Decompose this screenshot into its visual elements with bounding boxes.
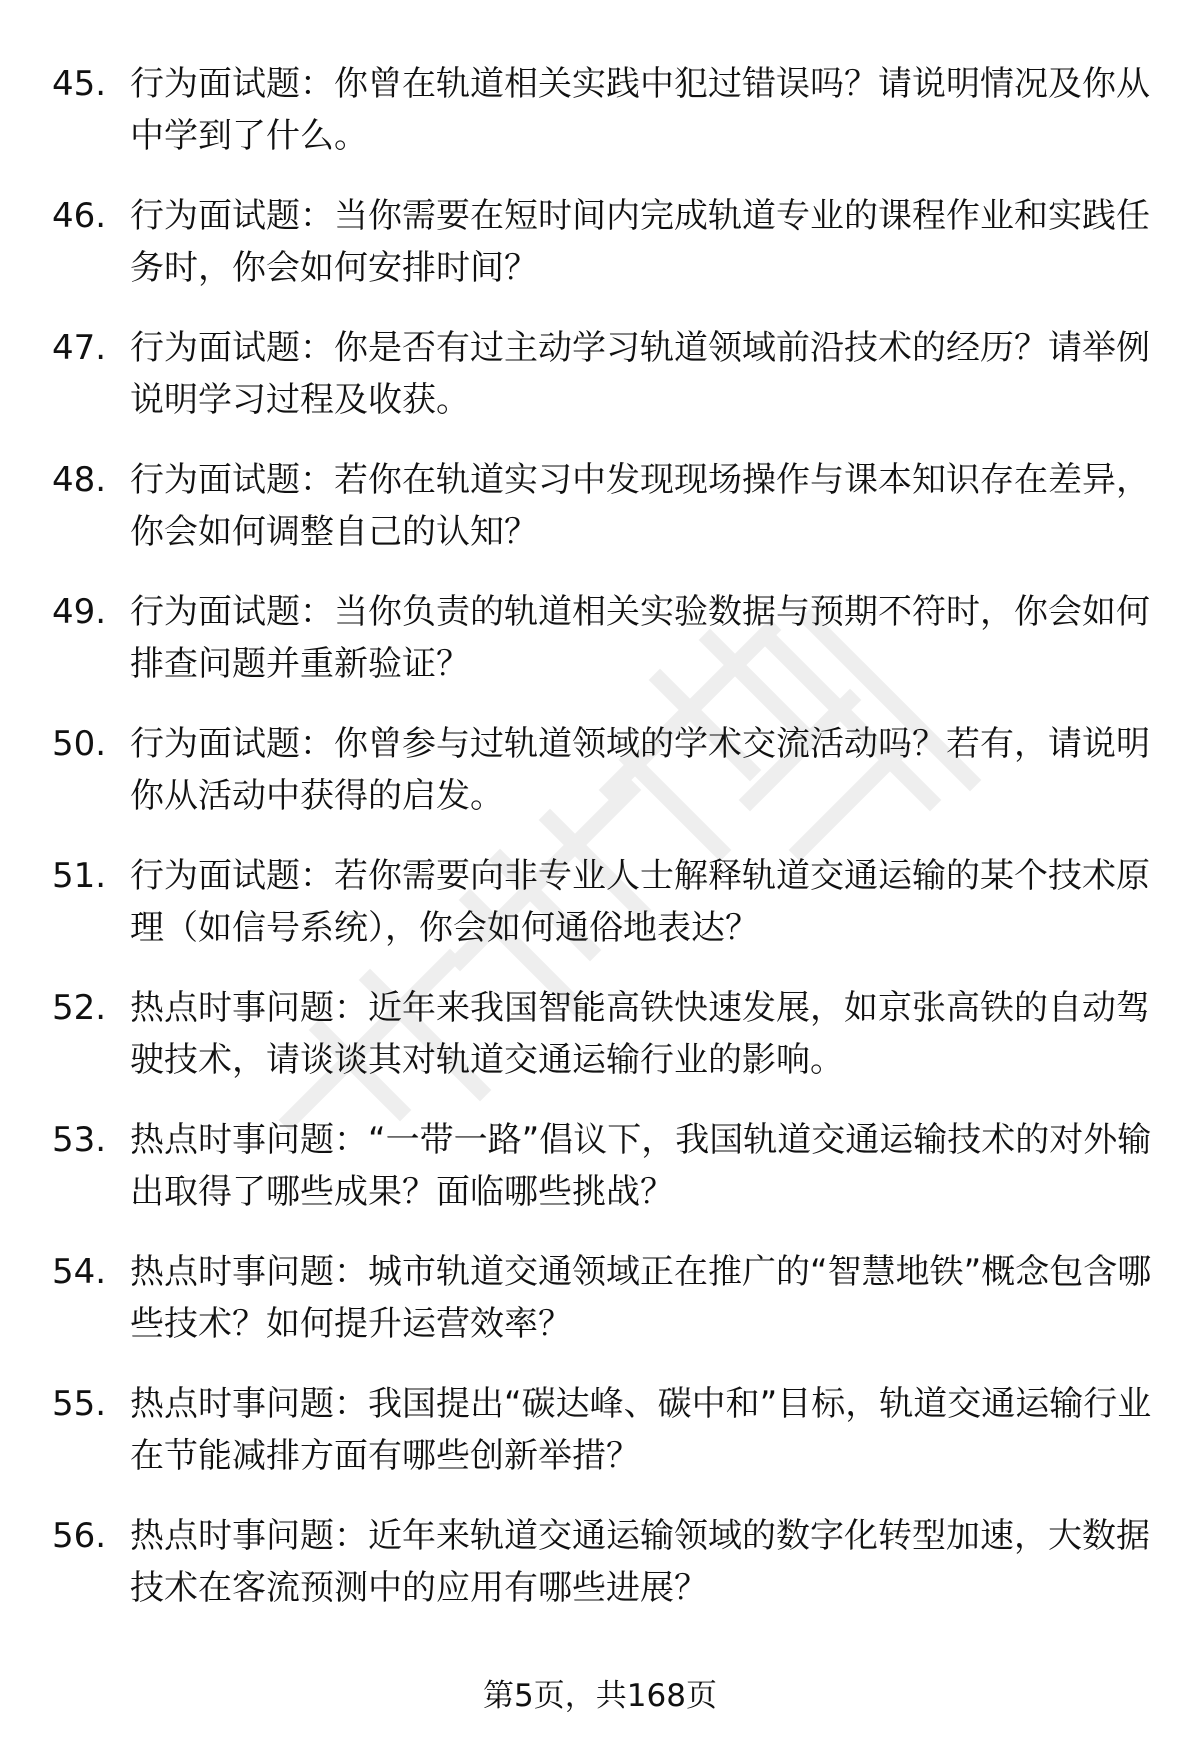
question-text: 行为面试题：你曾参与过轨道领域的学术交流活动吗？若有，请说明你从活动中获得的启发。 bbox=[130, 724, 1150, 816]
question-text: 行为面试题：当你需要在短时间内完成轨道专业的课程作业和实践任务时，你会如何安排时间？ bbox=[130, 196, 1150, 288]
question-text: 行为面试题：你是否有过主动学习轨道领域前沿技术的经历？请举例说明学习过程及收获。 bbox=[130, 328, 1150, 420]
question-item bbox=[52, 58, 1152, 190]
question-item bbox=[52, 850, 1152, 982]
question-text: 热点时事问题：城市轨道交通领域正在推广的“智慧地铁”概念包含哪些技术？如何提升运营效率？ bbox=[130, 1252, 1152, 1344]
question-text: 行为面试题：若你在轨道实习中发现现场操作与课本知识存在差异，你会如何调整自己的认知？ bbox=[130, 460, 1150, 552]
question-item bbox=[52, 1510, 1152, 1642]
question-item bbox=[52, 1114, 1152, 1246]
question-number: 56. bbox=[52, 1516, 107, 1556]
question-text: 行为面试题：当你负责的轨道相关实验数据与预期不符时，你会如何排查问题并重新验证？ bbox=[130, 592, 1150, 684]
question-text: 热点时事问题：近年来轨道交通运输领域的数字化转型加速，大数据技术在客流预测中的应用有哪些进展？ bbox=[130, 1516, 1150, 1608]
question-item bbox=[52, 190, 1152, 322]
question-number: 46. bbox=[52, 196, 107, 236]
question-text: 行为面试题：你曾在轨道相关实践中犯过错误吗？请说明情况及你从中学到了什么。 bbox=[130, 64, 1150, 156]
question-number: 51. bbox=[52, 856, 107, 896]
question-number: 50. bbox=[52, 724, 107, 764]
question-list bbox=[52, 58, 1152, 1642]
question-item bbox=[52, 1378, 1152, 1510]
question-text: 热点时事问题：我国提出“碳达峰、碳中和”目标，轨道交通运输行业在节能减排方面有哪些创新举措？ bbox=[130, 1384, 1152, 1476]
question-number: 48. bbox=[52, 460, 107, 500]
question-number: 47. bbox=[52, 328, 107, 368]
question-item bbox=[52, 718, 1152, 850]
question-number: 55. bbox=[52, 1384, 107, 1424]
question-item bbox=[52, 586, 1152, 718]
question-text: 行为面试题：若你需要向非专业人士解释轨道交通运输的某个技术原理（如信号系统），你会如何通俗地表达？ bbox=[130, 856, 1150, 948]
question-item bbox=[52, 454, 1152, 586]
question-text: 热点时事问题：“一带一路”倡议下，我国轨道交通运输技术的对外输出取得了哪些成果？面临哪些挑战？ bbox=[130, 1120, 1152, 1212]
question-item bbox=[52, 982, 1152, 1114]
question-number: 45. bbox=[52, 64, 107, 104]
page-footer: 第5页，共168页 bbox=[483, 1678, 717, 1714]
question-number: 53. bbox=[52, 1120, 107, 1160]
question-item bbox=[52, 322, 1152, 454]
question-item bbox=[52, 1246, 1152, 1378]
question-number: 54. bbox=[52, 1252, 107, 1292]
question-text: 热点时事问题：近年来我国智能高铁快速发展，如京张高铁的自动驾驶技术，请谈谈其对轨道交通运输行业的影响。 bbox=[130, 988, 1150, 1080]
question-number: 49. bbox=[52, 592, 107, 632]
question-number: 52. bbox=[52, 988, 107, 1028]
